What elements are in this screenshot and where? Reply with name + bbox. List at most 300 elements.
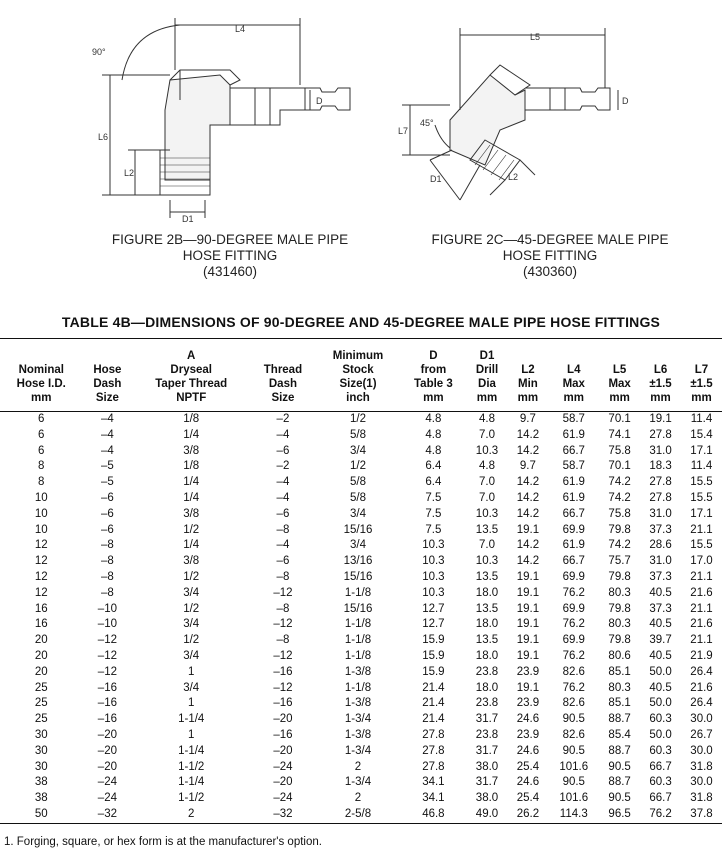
table-cell: 21.9 bbox=[690, 649, 713, 662]
table-cell: –32 bbox=[83, 807, 133, 823]
table-row bbox=[0, 775, 722, 791]
table-cell: 4.8 bbox=[479, 413, 495, 425]
table-cell: 101.6 bbox=[559, 792, 589, 805]
table-cell: 58.7 bbox=[562, 460, 585, 473]
table-cell: 31.0 bbox=[649, 507, 672, 520]
table-cell: –2 bbox=[276, 460, 290, 473]
column-header bbox=[599, 339, 640, 412]
table-cell: 7.0 bbox=[479, 476, 495, 489]
table-cell: 90.5 bbox=[608, 760, 631, 773]
table-cell: –10 bbox=[97, 618, 117, 631]
table-cell: 21.1 bbox=[690, 634, 713, 647]
table-cell: 16 bbox=[34, 602, 48, 615]
table-cell: –24 bbox=[97, 776, 117, 789]
table-cell: 10.3 bbox=[475, 507, 499, 520]
d-label: D bbox=[316, 96, 323, 106]
table-cell: 31.8 bbox=[690, 760, 713, 773]
table-cell: 13.5 bbox=[475, 602, 499, 615]
table-cell: 15.9 bbox=[422, 634, 445, 647]
column-header-line: Table 3 bbox=[414, 378, 453, 390]
table-cell: 24.6 bbox=[516, 744, 540, 757]
table-row bbox=[0, 538, 722, 554]
table-cell: 37.8 bbox=[681, 807, 722, 823]
column-header-line: from bbox=[420, 364, 447, 376]
table-row bbox=[0, 791, 722, 807]
table-cell: 69.9 bbox=[562, 602, 585, 615]
table-cell: 13.5 bbox=[475, 634, 499, 647]
l6-label: L6 bbox=[98, 132, 109, 142]
figure-2b-drawing bbox=[60, 0, 400, 230]
column-header-line: Size bbox=[95, 392, 119, 404]
column-header-line: ±1.5 bbox=[690, 378, 713, 390]
table-row bbox=[0, 696, 722, 712]
table-cell: 27.8 bbox=[649, 491, 672, 504]
table-cell: 9.7 bbox=[519, 413, 536, 425]
column-header-line: mm bbox=[31, 392, 52, 404]
table-cell: 7.0 bbox=[479, 428, 495, 441]
table-row bbox=[0, 649, 722, 665]
table-cell: 18.0 bbox=[475, 681, 499, 694]
table-cell: 80.3 bbox=[608, 681, 631, 694]
figure-2b-svg bbox=[60, 0, 400, 230]
table-cell: 1 bbox=[188, 665, 195, 678]
table-cell: 7.5 bbox=[425, 523, 442, 536]
table-cell: 10.3 bbox=[422, 586, 445, 599]
table-cell: 30.0 bbox=[690, 776, 713, 789]
column-header-line: mm bbox=[563, 392, 584, 404]
table-cell: 4.8 bbox=[479, 460, 495, 473]
table-cell: 38.0 bbox=[475, 792, 499, 805]
table-cell: 90.5 bbox=[608, 792, 631, 805]
table-cell: 30 bbox=[34, 728, 48, 741]
column-header-line: Dryseal bbox=[170, 364, 212, 376]
table-cell: 15/16 bbox=[343, 523, 373, 536]
column-header-line: mm bbox=[609, 392, 630, 404]
table-cell: 23.9 bbox=[516, 728, 540, 741]
table-cell: 21.1 bbox=[690, 602, 713, 615]
column-header-line bbox=[642, 349, 679, 363]
table-cell: 74.2 bbox=[608, 539, 631, 552]
table-cell: –4 bbox=[276, 539, 290, 552]
table-cell: –24 bbox=[97, 792, 117, 805]
column-header-line: ±1.5 bbox=[649, 378, 672, 390]
table-cell: 26.2 bbox=[507, 807, 548, 823]
table-row bbox=[0, 602, 722, 618]
angle-label: 90° bbox=[92, 47, 106, 57]
column-header-line: D1 bbox=[479, 350, 495, 362]
table-cell: 40.5 bbox=[649, 618, 672, 631]
table-cell: 27.8 bbox=[422, 744, 445, 757]
table-cell: 70.1 bbox=[608, 460, 631, 473]
table-cell: 90.5 bbox=[562, 713, 585, 726]
table-cell: 21.1 bbox=[690, 523, 713, 536]
l4-label: L4 bbox=[235, 24, 246, 34]
table-cell: –20 bbox=[97, 760, 117, 773]
table-cell: 10 bbox=[34, 491, 48, 504]
table-cell: 10 bbox=[34, 507, 48, 520]
caption-line: (431460) bbox=[202, 264, 258, 279]
table-cell: 1-1/4 bbox=[178, 713, 205, 726]
table-cell: 15.5 bbox=[690, 491, 713, 504]
table-cell: 1-3/8 bbox=[344, 728, 372, 741]
column-header-line: NPTF bbox=[176, 392, 207, 404]
table-cell: 14.2 bbox=[516, 491, 540, 504]
table-cell: 12.7 bbox=[422, 618, 445, 631]
table-cell: 1/2 bbox=[183, 634, 200, 647]
column-header-line: Hose I.D. bbox=[16, 378, 66, 390]
table-cell: 1/8 bbox=[183, 460, 200, 473]
table-cell: –10 bbox=[97, 602, 117, 615]
column-header-line bbox=[601, 349, 638, 363]
table-cell: 85.1 bbox=[608, 665, 631, 678]
table-cell: 1/2 bbox=[183, 523, 200, 536]
table-cell: –12 bbox=[273, 681, 293, 694]
table-cell: 2 bbox=[132, 807, 250, 823]
table-cell: 19.1 bbox=[516, 586, 540, 599]
table-row bbox=[0, 444, 722, 460]
table-cell: 14.2 bbox=[516, 555, 540, 568]
table-cell: 7.5 bbox=[425, 507, 442, 520]
table-cell: 1 bbox=[188, 697, 195, 710]
table-cell: 7.0 bbox=[479, 539, 495, 552]
table-cell: –20 bbox=[273, 744, 293, 757]
table-cell: –16 bbox=[97, 697, 117, 710]
table-cell: 85.4 bbox=[608, 728, 631, 741]
table-cell: 10.3 bbox=[422, 539, 445, 552]
table-cell: 74.2 bbox=[608, 491, 631, 504]
table-cell: 11.4 bbox=[690, 413, 713, 425]
table-row bbox=[0, 412, 722, 428]
table-row bbox=[0, 760, 722, 776]
column-header-line: Minimum bbox=[332, 350, 384, 362]
table-cell: 24.6 bbox=[516, 713, 540, 726]
table-cell: 23.8 bbox=[475, 728, 499, 741]
table-cell: –8 bbox=[276, 523, 290, 536]
table-cell: –8 bbox=[101, 539, 114, 552]
table-cell: 4.8 bbox=[425, 444, 442, 457]
table-cell: 18.0 bbox=[475, 586, 499, 599]
table-row bbox=[0, 633, 722, 649]
table-row bbox=[0, 712, 722, 728]
table-cell: 5/8 bbox=[350, 476, 366, 489]
table-cell: 13.5 bbox=[475, 523, 499, 536]
table-row bbox=[0, 617, 722, 633]
column-header bbox=[250, 339, 316, 412]
table-cell: 30 bbox=[34, 760, 48, 773]
table-cell: 31.0 bbox=[649, 444, 672, 457]
table-cell: 10.3 bbox=[475, 555, 499, 568]
table-row bbox=[0, 459, 722, 475]
table-cell: 11.4 bbox=[690, 460, 713, 473]
table-cell: 76.2 bbox=[562, 681, 585, 694]
column-header bbox=[400, 339, 466, 412]
table-cell: 88.7 bbox=[608, 776, 631, 789]
table-cell: 25.4 bbox=[516, 792, 540, 805]
table-cell: 58.7 bbox=[562, 413, 585, 425]
table-cell: 39.7 bbox=[649, 634, 672, 647]
table-cell: 66.7 bbox=[562, 444, 585, 457]
table-cell: 23.9 bbox=[516, 665, 540, 678]
table-cell: –8 bbox=[276, 570, 290, 583]
table-cell: 1-1/2 bbox=[178, 760, 205, 773]
column-header-line: L2 bbox=[521, 364, 535, 376]
figure-2c-drawing bbox=[390, 0, 720, 230]
table-cell: 14.2 bbox=[516, 476, 540, 489]
column-header-line: Dash bbox=[268, 378, 297, 390]
table-cell: 66.7 bbox=[562, 555, 585, 568]
table-cell: –20 bbox=[273, 713, 293, 726]
table-cell: –12 bbox=[97, 634, 117, 647]
table-cell: –4 bbox=[101, 428, 114, 441]
column-header-line bbox=[2, 349, 81, 363]
column-header-line bbox=[252, 349, 314, 363]
figure-2b-caption bbox=[60, 232, 400, 280]
table-cell: 3/4 bbox=[183, 586, 200, 599]
table-cell: 19.1 bbox=[516, 634, 540, 647]
table-cell: –12 bbox=[273, 586, 293, 599]
table-cell: 17.0 bbox=[690, 555, 713, 568]
table-cell: 25.4 bbox=[516, 760, 540, 773]
table-body bbox=[0, 412, 722, 824]
table-cell: 82.6 bbox=[562, 665, 585, 678]
table-cell: 1-1/8 bbox=[344, 681, 372, 694]
column-header bbox=[507, 339, 548, 412]
table-cell: –8 bbox=[101, 586, 114, 599]
table-cell: 75.8 bbox=[608, 444, 631, 457]
table-cell: 19.1 bbox=[516, 618, 540, 631]
table-cell: 50 bbox=[0, 807, 83, 823]
table-cell: 31.7 bbox=[475, 713, 499, 726]
table-cell: –6 bbox=[101, 491, 114, 504]
table-cell: 2-5/8 bbox=[316, 807, 400, 823]
column-header-line: Stock bbox=[342, 364, 374, 376]
caption-line: (430360) bbox=[522, 264, 578, 279]
table-cell: 6 bbox=[38, 444, 45, 457]
table-cell: 10.3 bbox=[422, 570, 445, 583]
table-cell: 50.0 bbox=[649, 665, 672, 678]
table-cell: –4 bbox=[101, 444, 114, 457]
table-cell: 30.0 bbox=[690, 713, 713, 726]
table-cell: 19.1 bbox=[516, 570, 540, 583]
table-cell: 3/8 bbox=[183, 507, 200, 520]
table-cell: 17.1 bbox=[690, 444, 713, 457]
table-cell: 4.8 bbox=[425, 428, 442, 441]
column-header-line: Max bbox=[608, 378, 631, 390]
table-cell: –4 bbox=[101, 413, 114, 425]
table-cell: –16 bbox=[97, 681, 117, 694]
table-cell: 21.4 bbox=[422, 713, 445, 726]
column-header-line: L5 bbox=[612, 364, 627, 376]
table-cell: –24 bbox=[273, 792, 293, 805]
table-cell: 1/2 bbox=[350, 413, 366, 425]
table-cell: 14.2 bbox=[516, 428, 540, 441]
table-cell: 66.7 bbox=[562, 507, 585, 520]
table-cell: 1-1/8 bbox=[344, 586, 372, 599]
table-cell: –2 bbox=[276, 413, 290, 425]
table-cell: 85.1 bbox=[608, 697, 631, 710]
table-cell: –5 bbox=[101, 476, 114, 489]
table-cell: 1/4 bbox=[183, 491, 200, 504]
table-cell: 19.1 bbox=[649, 413, 672, 425]
table-cell: 61.9 bbox=[562, 539, 585, 552]
table-cell: 25 bbox=[34, 697, 48, 710]
table-cell: –20 bbox=[97, 728, 117, 741]
table-cell: 96.5 bbox=[599, 807, 640, 823]
column-header-line: mm bbox=[691, 392, 712, 404]
table-cell: 27.8 bbox=[649, 476, 672, 489]
column-header bbox=[132, 339, 250, 412]
table-row bbox=[0, 491, 722, 507]
caption-line: FIGURE 2B—90-DEGREE MALE PIPE bbox=[111, 232, 349, 247]
table-cell: 5/8 bbox=[350, 491, 366, 504]
table-cell: 15.4 bbox=[690, 428, 713, 441]
table-cell: 21.4 bbox=[422, 681, 445, 694]
table-cell: 7.5 bbox=[425, 491, 442, 504]
l7-label: L7 bbox=[398, 126, 409, 136]
column-header-line: Nominal bbox=[18, 364, 64, 376]
table-cell: 50.0 bbox=[649, 697, 672, 710]
table-cell: 6 bbox=[38, 413, 45, 425]
table-cell: 74.2 bbox=[608, 476, 631, 489]
table-cell: 10 bbox=[34, 523, 48, 536]
table-cell: 69.9 bbox=[562, 634, 585, 647]
table-cell: 38 bbox=[34, 776, 48, 789]
table-cell: 19.1 bbox=[516, 602, 540, 615]
table-cell: 25 bbox=[34, 713, 48, 726]
table-cell: 15.9 bbox=[422, 649, 445, 662]
table-cell: –8 bbox=[101, 555, 114, 568]
table-row bbox=[0, 507, 722, 523]
table-cell: 20 bbox=[34, 665, 48, 678]
table-cell: 12 bbox=[34, 570, 48, 583]
table-row bbox=[0, 681, 722, 697]
table-row bbox=[0, 744, 722, 760]
table-cell: 34.1 bbox=[422, 776, 445, 789]
table-cell: 79.8 bbox=[608, 570, 631, 583]
table-cell: 1/4 bbox=[183, 428, 200, 441]
table-cell: 79.8 bbox=[608, 634, 631, 647]
table-cell: 79.8 bbox=[608, 602, 631, 615]
table-header-row bbox=[0, 339, 722, 412]
table-cell: 20 bbox=[34, 634, 48, 647]
table-cell: 21.1 bbox=[690, 570, 713, 583]
table-cell: 12 bbox=[34, 586, 48, 599]
table-cell: 1-1/4 bbox=[178, 744, 205, 757]
table-row bbox=[0, 523, 722, 539]
table-cell: 76.2 bbox=[562, 649, 585, 662]
table-cell: 19.1 bbox=[516, 681, 540, 694]
column-header-line: Min bbox=[518, 378, 538, 390]
table-cell: –16 bbox=[273, 697, 293, 710]
table-cell: 17.1 bbox=[690, 507, 713, 520]
table-cell: 34.1 bbox=[422, 792, 445, 805]
table-cell: –32 bbox=[250, 807, 316, 823]
column-header-line: Dash bbox=[93, 378, 122, 390]
angle-label: 45° bbox=[420, 118, 434, 128]
column-header-line: mm bbox=[476, 392, 498, 404]
table-cell: 21.6 bbox=[690, 681, 713, 694]
table-cell: 14.2 bbox=[516, 444, 540, 457]
column-header-line: L6 bbox=[653, 364, 668, 376]
table-cell: 3/4 bbox=[350, 444, 366, 457]
table-cell: 61.9 bbox=[562, 491, 585, 504]
column-header-line: mm bbox=[650, 392, 671, 404]
table-cell: 15.5 bbox=[690, 476, 713, 489]
caption-line: HOSE FITTING bbox=[502, 248, 598, 263]
table-cell: 1/4 bbox=[183, 476, 200, 489]
table-row bbox=[0, 728, 722, 744]
table-cell: 74.1 bbox=[608, 428, 631, 441]
table-cell: 76.2 bbox=[562, 618, 585, 631]
column-header-line: Taper Thread bbox=[155, 378, 228, 390]
table-cell: 76.2 bbox=[562, 586, 585, 599]
table-cell: 31.0 bbox=[649, 555, 672, 568]
table-cell: 1/2 bbox=[183, 570, 200, 583]
table-cell: 3/8 bbox=[183, 555, 200, 568]
table-row bbox=[0, 428, 722, 444]
column-header-line: Dia bbox=[478, 378, 496, 390]
column-header bbox=[467, 339, 508, 412]
column-header-line: mm bbox=[423, 392, 444, 404]
table-cell: 2 bbox=[354, 760, 362, 773]
table-cell: 1-3/8 bbox=[344, 697, 372, 710]
table-cell: –20 bbox=[273, 776, 293, 789]
table-cell: –16 bbox=[273, 728, 293, 741]
table-cell: 90.5 bbox=[562, 776, 585, 789]
table-cell: 8 bbox=[38, 476, 45, 489]
table-cell: –20 bbox=[97, 744, 117, 757]
table-cell: –12 bbox=[273, 649, 293, 662]
l2-label: L2 bbox=[124, 168, 135, 178]
table-cell: 1-1/8 bbox=[344, 634, 372, 647]
l2-label: L2 bbox=[508, 172, 519, 182]
column-header-line: L7 bbox=[694, 364, 709, 376]
table-cell: 40.5 bbox=[649, 586, 672, 599]
table-cell: 25 bbox=[34, 681, 48, 694]
table-cell: 20 bbox=[34, 649, 48, 662]
table-cell: 46.8 bbox=[400, 807, 466, 823]
table-cell: –4 bbox=[276, 428, 290, 441]
column-header-line: A bbox=[187, 350, 196, 362]
table-cell: 18.0 bbox=[475, 618, 499, 631]
table-cell: 23.8 bbox=[475, 665, 499, 678]
table-cell: 3/4 bbox=[350, 507, 366, 520]
table-cell: 18.3 bbox=[649, 460, 672, 473]
table-cell: 15.5 bbox=[690, 539, 713, 552]
table-cell: –5 bbox=[101, 460, 114, 473]
table-cell: –8 bbox=[276, 602, 290, 615]
column-header bbox=[548, 339, 599, 412]
table-cell: 90.5 bbox=[562, 744, 585, 757]
table-cell: –8 bbox=[276, 634, 290, 647]
table-cell: 10.3 bbox=[475, 444, 499, 457]
table-cell: 27.8 bbox=[649, 428, 672, 441]
table-cell: 69.9 bbox=[562, 523, 585, 536]
table-cell: 70.1 bbox=[608, 413, 631, 425]
table-cell: 101.6 bbox=[559, 760, 589, 773]
table-cell: 13/16 bbox=[343, 555, 373, 568]
table-cell: 8 bbox=[38, 460, 45, 473]
caption-line: HOSE FITTING bbox=[182, 248, 278, 263]
table-cell: 82.6 bbox=[562, 697, 585, 710]
column-header bbox=[640, 339, 681, 412]
d1-label: D1 bbox=[430, 174, 442, 184]
table-cell: 26.7 bbox=[690, 728, 713, 741]
table-cell: 4.8 bbox=[425, 413, 442, 425]
table-row bbox=[0, 570, 722, 586]
table-cell: 13.5 bbox=[475, 570, 499, 583]
table-cell: 28.6 bbox=[649, 539, 672, 552]
